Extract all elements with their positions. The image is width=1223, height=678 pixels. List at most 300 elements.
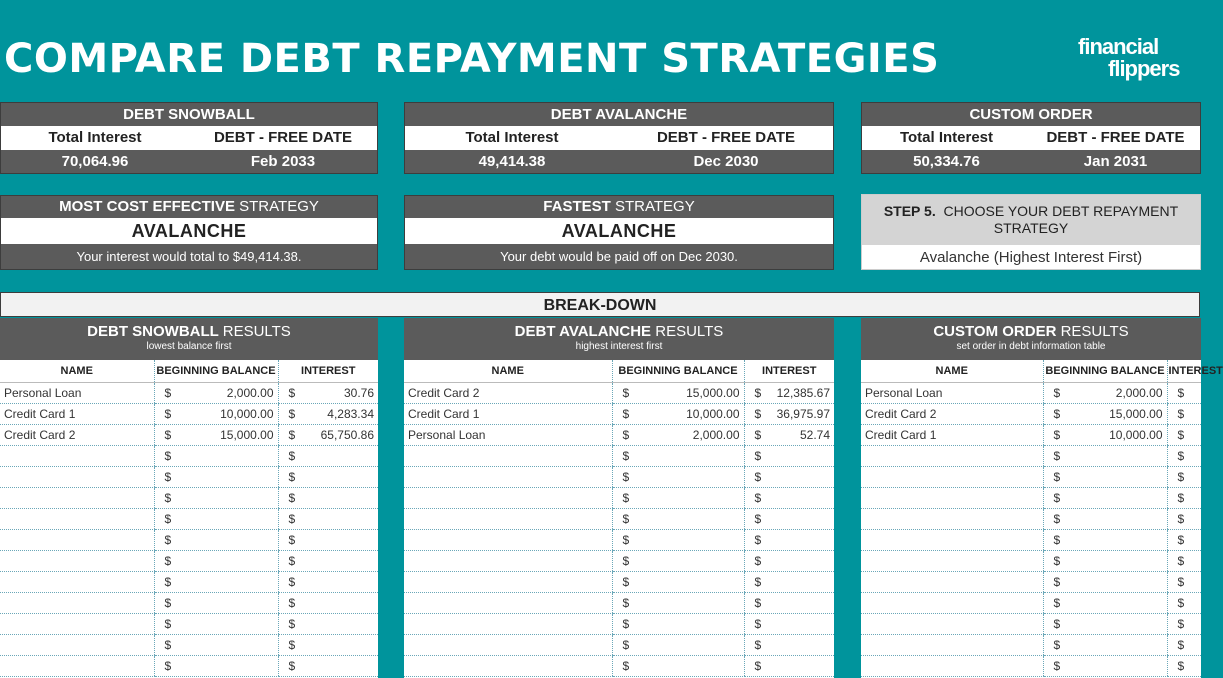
- debt-name-cell: [0, 551, 154, 572]
- balance-cell: [612, 425, 744, 446]
- table-row: [861, 530, 1201, 551]
- table-row: [0, 425, 378, 446]
- total-interest-value: 50,334.76: [913, 153, 980, 170]
- debt-name-cell: Credit Card 2: [0, 425, 154, 446]
- currency-symbol: $: [1177, 659, 1185, 673]
- total-interest-value: 70,064.96: [61, 153, 129, 170]
- table-row: [0, 467, 378, 488]
- balance-cell: [612, 383, 744, 404]
- interest-cell: [744, 530, 834, 551]
- currency-symbol: $: [622, 386, 630, 400]
- interest-cell: [744, 635, 834, 656]
- debt-free-date-label: DEBT - FREE DATE: [213, 129, 353, 146]
- strategy-value: AVALANCHE: [131, 221, 247, 241]
- interest-cell: [744, 614, 834, 635]
- table-row: [861, 467, 1201, 488]
- debt-name-cell: [404, 614, 612, 635]
- currency-symbol: $: [1177, 407, 1185, 421]
- column-header-name: NAME: [0, 360, 154, 383]
- debt-name-cell: [0, 635, 154, 656]
- balance-cell: [612, 404, 744, 425]
- currency-symbol: $: [1177, 386, 1185, 400]
- debt-name-cell: [404, 656, 612, 677]
- debt-name-cell: [0, 467, 154, 488]
- currency-symbol: $: [754, 449, 762, 463]
- results-header: [404, 318, 834, 360]
- interest-cell: [278, 656, 378, 677]
- balance-cell: [154, 614, 278, 635]
- interest-cell: [278, 614, 378, 635]
- column-header-name: NAME: [861, 360, 1043, 383]
- debt-free-date-value: Feb 2033: [250, 153, 316, 170]
- currency-symbol: $: [164, 512, 172, 526]
- interest-cell: [278, 509, 378, 530]
- currency-symbol: $: [622, 491, 630, 505]
- currency-symbol: $: [164, 575, 172, 589]
- balance-cell: [612, 509, 744, 530]
- table-row: [404, 572, 834, 593]
- results-title-light: RESULTS: [222, 323, 291, 340]
- table-row: [0, 509, 378, 530]
- currency-symbol: $: [1177, 638, 1185, 652]
- interest-cell: [1167, 593, 1201, 614]
- table-row: [861, 404, 1201, 425]
- interest-cell: [1167, 509, 1201, 530]
- debt-free-date-value: Dec 2030: [693, 153, 759, 170]
- debt-name-cell: [861, 614, 1043, 635]
- debt-name-cell: Credit Card 2: [404, 383, 612, 404]
- balance-cell: [1043, 614, 1167, 635]
- interest-cell: [1167, 488, 1201, 509]
- debt-name-cell: Personal Loan: [404, 425, 612, 446]
- column-header-balance: BEGINNING BALANCE: [1043, 360, 1167, 383]
- debt-free-date-label: DEBT - FREE DATE: [656, 129, 796, 146]
- currency-symbol: $: [754, 512, 762, 526]
- balance-cell: [154, 467, 278, 488]
- interest-cell: [278, 551, 378, 572]
- balance-value: 2,000.00: [1115, 386, 1163, 400]
- currency-symbol: $: [1177, 575, 1185, 589]
- strategy-heading-light: STRATEGY: [239, 198, 319, 215]
- debt-name-cell: [404, 635, 612, 656]
- strategy-heading-light: STRATEGY: [614, 198, 695, 215]
- currency-symbol: $: [622, 428, 630, 442]
- results-table: [861, 360, 1223, 677]
- table-row: [404, 383, 834, 404]
- interest-cell: [1167, 530, 1201, 551]
- table-row: [404, 656, 834, 677]
- currency-symbol: $: [622, 596, 630, 610]
- table-row: [0, 446, 378, 467]
- interest-cell: [1167, 383, 1201, 404]
- page-title: COMPARE DEBT REPAYMENT STRATEGIES: [4, 36, 940, 82]
- table-row: [861, 593, 1201, 614]
- currency-symbol: $: [754, 596, 762, 610]
- currency-symbol: $: [1177, 596, 1185, 610]
- table-row: [861, 446, 1201, 467]
- table-row: [404, 530, 834, 551]
- snowball-summary-card: [0, 102, 378, 174]
- breakdown-title: BREAK-DOWN: [0, 292, 1200, 317]
- interest-cell: [278, 467, 378, 488]
- currency-symbol: $: [1177, 512, 1185, 526]
- currency-symbol: $: [622, 449, 630, 463]
- balance-cell: [612, 446, 744, 467]
- interest-cell: [1167, 467, 1201, 488]
- fastest-strategy-card: [404, 195, 834, 270]
- step-instruction: CHOOSE YOUR DEBT REPAYMENT: [943, 203, 1179, 219]
- interest-cell: [278, 530, 378, 551]
- table-row: [861, 425, 1201, 446]
- balance-value: 2,000.00: [226, 386, 274, 400]
- summary-title: DEBT SNOWBALL: [1, 103, 377, 126]
- step-instruction-line2: STRATEGY: [993, 220, 1069, 236]
- balance-cell: [154, 656, 278, 677]
- interest-cell: [278, 383, 378, 404]
- currency-symbol: $: [622, 554, 630, 568]
- currency-symbol: $: [164, 659, 172, 673]
- currency-symbol: $: [622, 512, 630, 526]
- currency-symbol: $: [288, 386, 296, 400]
- interest-cell: [1167, 614, 1201, 635]
- debt-name-cell: [861, 488, 1043, 509]
- total-interest-value: 49,414.38: [478, 153, 546, 170]
- interest-cell: [278, 593, 378, 614]
- balance-cell: [1043, 488, 1167, 509]
- interest-value: 4,283.34: [327, 407, 374, 421]
- debt-name-cell: [404, 488, 612, 509]
- summary-title: DEBT AVALANCHE: [405, 103, 833, 126]
- table-row: [0, 635, 378, 656]
- interest-cell: [1167, 425, 1201, 446]
- balance-cell: [154, 488, 278, 509]
- currency-symbol: $: [1053, 575, 1061, 589]
- balance-cell: [612, 467, 744, 488]
- balance-cell: [154, 572, 278, 593]
- currency-symbol: $: [164, 638, 172, 652]
- currency-symbol: $: [288, 428, 296, 442]
- currency-symbol: $: [1177, 491, 1185, 505]
- debt-name-cell: [0, 488, 154, 509]
- table-row: [0, 404, 378, 425]
- debt-name-cell: [0, 593, 154, 614]
- debt-name-cell: [861, 593, 1043, 614]
- table-row: [0, 551, 378, 572]
- currency-symbol: $: [754, 575, 762, 589]
- avalanche-summary-card: [404, 102, 834, 174]
- interest-cell: [278, 635, 378, 656]
- table-row: [404, 614, 834, 635]
- table-row: [0, 530, 378, 551]
- balance-cell: [1043, 467, 1167, 488]
- debt-name-cell: Credit Card 1: [0, 404, 154, 425]
- custom-summary-card: [861, 102, 1201, 174]
- table-row: [861, 509, 1201, 530]
- currency-symbol: $: [1053, 470, 1061, 484]
- debt-name-cell: [404, 446, 612, 467]
- balance-cell: [154, 530, 278, 551]
- column-header-balance: BEGINNING BALANCE: [612, 360, 744, 383]
- table-row: [0, 572, 378, 593]
- balance-cell: [1043, 509, 1167, 530]
- results-subtitle: highest interest first: [575, 341, 663, 352]
- currency-symbol: $: [1177, 428, 1185, 442]
- brand-logo: [1078, 36, 1193, 80]
- currency-symbol: $: [754, 659, 762, 673]
- debt-name-cell: [861, 572, 1043, 593]
- currency-symbol: $: [288, 512, 296, 526]
- interest-cell: [1167, 635, 1201, 656]
- debt-name-cell: [404, 509, 612, 530]
- currency-symbol: $: [288, 533, 296, 547]
- currency-symbol: $: [1053, 491, 1061, 505]
- currency-symbol: $: [288, 470, 296, 484]
- strategy-select[interactable]: Avalanche (Highest Interest First): [919, 249, 1143, 266]
- interest-cell: [1167, 572, 1201, 593]
- currency-symbol: $: [164, 449, 172, 463]
- balance-cell: [612, 593, 744, 614]
- balance-cell: [612, 614, 744, 635]
- balance-cell: [154, 509, 278, 530]
- balance-cell: [1043, 446, 1167, 467]
- balance-cell: [154, 383, 278, 404]
- currency-symbol: $: [622, 407, 630, 421]
- currency-symbol: $: [754, 638, 762, 652]
- currency-symbol: $: [1053, 512, 1061, 526]
- balance-cell: [612, 488, 744, 509]
- currency-symbol: $: [164, 533, 172, 547]
- balance-cell: [612, 551, 744, 572]
- interest-cell: [1167, 404, 1201, 425]
- strategy-heading-bold: MOST COST EFFECTIVE: [59, 198, 235, 215]
- currency-symbol: $: [1053, 554, 1061, 568]
- logo-text-line1: financial: [1078, 34, 1159, 59]
- debt-name-cell: [404, 530, 612, 551]
- currency-symbol: $: [754, 554, 762, 568]
- currency-symbol: $: [754, 470, 762, 484]
- step-label: STEP 5.: [883, 203, 936, 219]
- currency-symbol: $: [622, 659, 630, 673]
- currency-symbol: $: [622, 470, 630, 484]
- debt-name-cell: [861, 551, 1043, 572]
- currency-symbol: $: [1053, 449, 1061, 463]
- strategy-note: Your interest would total to $49,414.38.: [1, 244, 377, 269]
- currency-symbol: $: [1177, 449, 1185, 463]
- table-row: [861, 551, 1201, 572]
- currency-symbol: $: [164, 470, 172, 484]
- interest-value: 30.76: [343, 386, 374, 400]
- logo-text-line2: flippers: [1108, 56, 1180, 81]
- snowball-results-panel: [0, 318, 378, 678]
- results-title-bold: DEBT SNOWBALL: [87, 323, 219, 340]
- debt-name-cell: [0, 530, 154, 551]
- interest-value: 12,385.67: [776, 386, 830, 400]
- debt-name-cell: [861, 467, 1043, 488]
- table-row: [861, 572, 1201, 593]
- balance-cell: [154, 446, 278, 467]
- balance-cell: [154, 425, 278, 446]
- balance-cell: [1043, 530, 1167, 551]
- total-interest-label: Total Interest: [48, 129, 142, 146]
- currency-symbol: $: [1177, 617, 1185, 631]
- table-row: [861, 383, 1201, 404]
- results-table: [404, 360, 834, 677]
- interest-value: 65,750.86: [320, 428, 374, 442]
- balance-cell: [1043, 572, 1167, 593]
- interest-cell: [744, 404, 834, 425]
- table-row: [861, 614, 1201, 635]
- results-table: [0, 360, 378, 677]
- debt-name-cell: Credit Card 1: [861, 425, 1043, 446]
- currency-symbol: $: [754, 386, 762, 400]
- currency-symbol: $: [1053, 659, 1061, 673]
- debt-free-date-label: DEBT - FREE DATE: [1046, 129, 1185, 146]
- interest-value: 36,975.97: [776, 407, 830, 421]
- currency-symbol: $: [164, 386, 172, 400]
- currency-symbol: $: [164, 596, 172, 610]
- balance-value: 15,000.00: [1109, 407, 1163, 421]
- currency-symbol: $: [288, 407, 296, 421]
- interest-cell: [744, 467, 834, 488]
- results-title-bold: DEBT AVALANCHE: [514, 323, 652, 340]
- debt-name-cell: [404, 551, 612, 572]
- currency-symbol: $: [1053, 533, 1061, 547]
- column-header-balance: BEGINNING BALANCE: [154, 360, 278, 383]
- currency-symbol: $: [1053, 407, 1061, 421]
- results-title-light: RESULTS: [1060, 323, 1129, 340]
- currency-symbol: $: [1053, 428, 1061, 442]
- interest-cell: [744, 572, 834, 593]
- table-row: [404, 404, 834, 425]
- table-row: [404, 551, 834, 572]
- debt-name-cell: [404, 467, 612, 488]
- balance-cell: [1043, 404, 1167, 425]
- debt-name-cell: [861, 509, 1043, 530]
- currency-symbol: $: [1053, 596, 1061, 610]
- currency-symbol: $: [754, 428, 762, 442]
- total-interest-label: Total Interest: [899, 129, 994, 146]
- balance-value: 15,000.00: [686, 386, 740, 400]
- debt-name-cell: [0, 614, 154, 635]
- currency-symbol: $: [288, 491, 296, 505]
- table-row: [404, 467, 834, 488]
- column-header-name: NAME: [404, 360, 612, 383]
- interest-cell: [278, 425, 378, 446]
- custom-results-panel: [861, 318, 1223, 678]
- currency-symbol: $: [164, 617, 172, 631]
- currency-symbol: $: [622, 638, 630, 652]
- currency-symbol: $: [288, 554, 296, 568]
- interest-cell: [744, 551, 834, 572]
- table-row: [861, 656, 1201, 677]
- balance-cell: [1043, 593, 1167, 614]
- currency-symbol: $: [754, 533, 762, 547]
- currency-symbol: $: [1053, 638, 1061, 652]
- currency-symbol: $: [288, 617, 296, 631]
- results-subtitle: set order in debt information table: [956, 341, 1106, 352]
- currency-symbol: $: [1177, 533, 1185, 547]
- debt-name-cell: [0, 656, 154, 677]
- strategy-note: Your debt would be paid off on Dec 2030.: [405, 244, 833, 269]
- balance-cell: [1043, 656, 1167, 677]
- table-row: [404, 509, 834, 530]
- interest-cell: [278, 404, 378, 425]
- results-subtitle: lowest balance first: [146, 341, 232, 352]
- balance-cell: [612, 572, 744, 593]
- balance-value: 10,000.00: [1109, 428, 1163, 442]
- balance-value: 10,000.00: [220, 407, 274, 421]
- balance-cell: [154, 551, 278, 572]
- currency-symbol: $: [622, 617, 630, 631]
- debt-name-cell: [0, 572, 154, 593]
- currency-symbol: $: [754, 491, 762, 505]
- table-row: [404, 488, 834, 509]
- currency-symbol: $: [288, 638, 296, 652]
- currency-symbol: $: [288, 575, 296, 589]
- currency-symbol: $: [288, 659, 296, 673]
- balance-cell: [612, 635, 744, 656]
- interest-cell: [744, 383, 834, 404]
- currency-symbol: $: [288, 449, 296, 463]
- currency-symbol: $: [164, 428, 172, 442]
- total-interest-label: Total Interest: [465, 129, 559, 146]
- balance-cell: [154, 635, 278, 656]
- table-row: [404, 425, 834, 446]
- debt-name-cell: [404, 572, 612, 593]
- balance-cell: [1043, 425, 1167, 446]
- currency-symbol: $: [1053, 386, 1061, 400]
- table-row: [0, 614, 378, 635]
- interest-cell: [1167, 551, 1201, 572]
- currency-symbol: $: [622, 575, 630, 589]
- debt-name-cell: [404, 593, 612, 614]
- column-header-interest: INTEREST: [744, 360, 834, 383]
- interest-cell: [744, 509, 834, 530]
- debt-name-cell: Credit Card 2: [861, 404, 1043, 425]
- column-header-interest: INTEREST: [278, 360, 378, 383]
- table-row: [404, 635, 834, 656]
- currency-symbol: $: [622, 533, 630, 547]
- debt-name-cell: Personal Loan: [0, 383, 154, 404]
- currency-symbol: $: [1177, 554, 1185, 568]
- debt-name-cell: [861, 530, 1043, 551]
- debt-name-cell: [861, 635, 1043, 656]
- debt-name-cell: [0, 446, 154, 467]
- strategy-heading-bold: FASTEST: [543, 198, 611, 215]
- results-header: [861, 318, 1201, 360]
- table-row: [0, 488, 378, 509]
- currency-symbol: $: [754, 617, 762, 631]
- interest-cell: [744, 593, 834, 614]
- balance-cell: [154, 404, 278, 425]
- interest-cell: [744, 425, 834, 446]
- interest-cell: [1167, 446, 1201, 467]
- currency-symbol: $: [164, 554, 172, 568]
- table-row: [0, 656, 378, 677]
- results-title-light: RESULTS: [655, 323, 724, 340]
- balance-cell: [1043, 635, 1167, 656]
- balance-value: 10,000.00: [686, 407, 740, 421]
- table-row: [861, 635, 1201, 656]
- interest-value: 52.74: [799, 428, 830, 442]
- balance-cell: [612, 656, 744, 677]
- balance-cell: [1043, 383, 1167, 404]
- debt-name-cell: [0, 509, 154, 530]
- results-title-bold: CUSTOM ORDER: [933, 323, 1057, 340]
- balance-cell: [1043, 551, 1167, 572]
- strategy-value: AVALANCHE: [561, 221, 677, 241]
- summary-title: CUSTOM ORDER: [862, 103, 1200, 126]
